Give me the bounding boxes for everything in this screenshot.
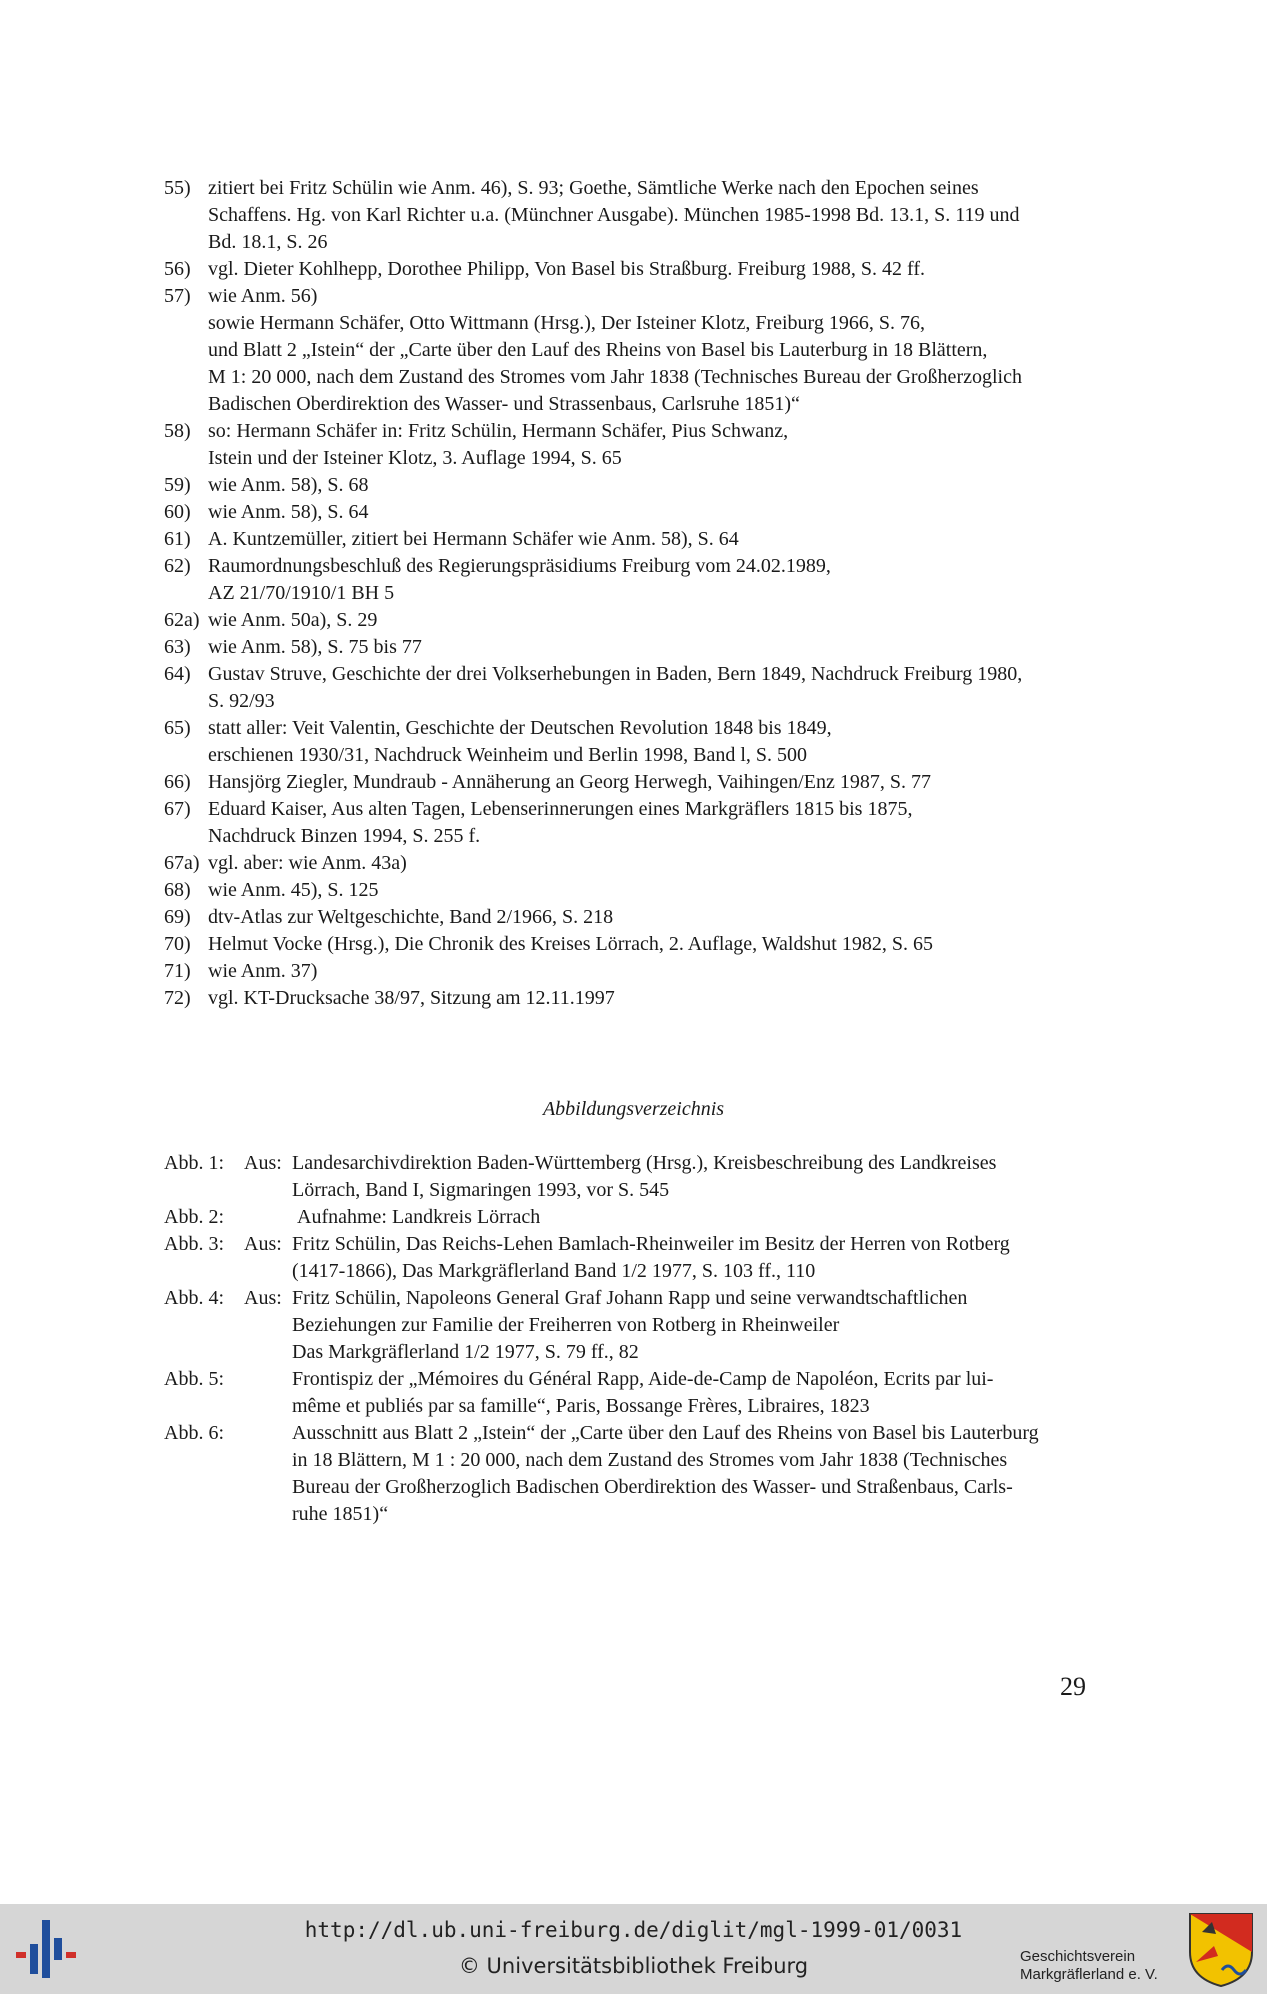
section-title: Abbildungsverzeichnis [542,1098,725,1120]
figure-source-prefix: Aus: [244,1233,282,1255]
endnote-item [164,553,1104,607]
endnote-text [208,958,1104,985]
endnote-line: Eduard Kaiser, Aus alten Tagen, Lebenserinnerungen eines Markgräflers 1815 bis 1875, [208,798,913,820]
endnote-line: wie Anm. 37) [208,960,318,982]
endnote-line: wie Anm. 58), S. 75 bis 77 [208,636,422,658]
figure-caption-line: Beziehungen zur Familie der Freiherren von Rotberg in Rheinweiler [292,1314,840,1336]
endnote-text [208,850,1104,877]
endnote-line: Hansjörg Ziegler, Mundraub - Annäherung an Georg Herwegh, Vaihingen/Enz 1987, S. 77 [208,771,931,793]
endnote-item [164,715,1104,769]
endnote-item [164,904,1104,931]
figure-list [164,1150,1104,1528]
endnote-text [208,418,1104,472]
endnote-number: 62) [164,555,191,577]
endnote-item [164,175,1104,256]
figure-caption-line: Lörrach, Band I, Sigmaringen 1993, vor S. 545 [292,1179,670,1201]
endnote-number: 66) [164,771,191,793]
endnote-line: dtv-Atlas zur Weltgeschichte, Band 2/1966, S. 218 [208,906,614,928]
endnote-number: 71) [164,960,191,982]
figure-caption [292,1204,1104,1231]
figure-caption-line: Landesarchivdirektion Baden-Württemberg (Hrsg.), Kreisbeschreibung des Landkreises [292,1152,997,1174]
figure-caption-line: Ausschnitt aus Blatt 2 „Istein“ der „Carte über den Lauf des Rheins von Basel bis Lauterburg [292,1422,1039,1444]
endnote-number: 62a) [164,609,200,631]
figure-caption-line: Fritz Schülin, Napoleons General Graf Johann Rapp und seine verwandtschaftlichen [292,1287,968,1309]
figure-caption-line: (1417-1866), Das Markgräflerland Band 1/2 1977, S. 103 ff., 110 [292,1260,816,1282]
figure-source-prefix: Aus: [244,1287,282,1309]
endnote-line: Bd. 18.1, S. 26 [208,231,328,253]
figure-caption-line: in 18 Blättern, M 1 : 20 000, nach dem Zustand des Stromes vom Jahr 1838 (Technisches [292,1449,1008,1471]
endnote-line: statt aller: Veit Valentin, Geschichte der Deutschen Revolution 1848 bis 1849, [208,717,832,739]
endnote-item [164,850,1104,877]
footer-copyright: © Universitätsbibliothek Freiburg [458,1954,809,1978]
figure-item [164,1204,1104,1231]
figure-label: Abb. 5: [164,1368,224,1390]
endnote-line: zitiert bei Fritz Schülin wie Anm. 46), S. 93; Goethe, Sämtliche Werke nach den Epochen seines [208,177,979,199]
footer-url-link[interactable]: http://dl.ub.uni-freiburg.de/diglit/mgl-1999-01/0031 [304,1918,963,1942]
figure-caption-line: Frontispiz der „Mémoires du Général Rapp, Aide-de-Camp de Napoléon, Ecrits par lui- [292,1368,994,1390]
endnote-item [164,526,1104,553]
figure-caption-line: même et publiés par sa famille“, Paris, Bossange Frères, Libraires, 1823 [292,1395,870,1417]
endnote-item [164,256,1104,283]
endnote-item [164,607,1104,634]
endnote-line: Badischen Oberdirektion des Wasser- und Strassenbaus, Carlsruhe 1851)“ [208,393,800,415]
figure-caption [292,1231,1104,1285]
endnote-text [208,904,1104,931]
endnote-text [208,499,1104,526]
endnote-text [208,526,1104,553]
figure-label: Abb. 2: [164,1206,224,1228]
page-number: 29 [1060,1672,1086,1701]
endnote-line: wie Anm. 45), S. 125 [208,879,379,901]
coat-of-arms-icon [1188,1912,1254,1988]
endnote-text [208,283,1104,418]
endnote-line: M 1: 20 000, nach dem Zustand des Stromes vom Jahr 1838 (Technisches Bureau der Großherzoglich [208,366,1022,388]
endnote-text [208,985,1104,1012]
endnote-line: Schaffens. Hg. von Karl Richter u.a. (Münchner Ausgabe). München 1985-1998 Bd. 13.1, S. 119 und [208,204,1020,226]
endnote-number: 64) [164,663,191,685]
endnote-number: 60) [164,501,191,523]
endnote-text [208,877,1104,904]
figure-item [164,1420,1104,1528]
figure-label: Abb. 4: [164,1287,224,1309]
endnote-line: sowie Hermann Schäfer, Otto Wittmann (Hrsg.), Der Isteiner Klotz, Freiburg 1966, S. 76, [208,312,925,334]
endnote-text [208,931,1104,958]
endnote-item [164,499,1104,526]
endnote-number: 63) [164,636,191,658]
endnote-text [208,472,1104,499]
figure-caption [292,1420,1104,1528]
endnote-text [208,715,1104,769]
endnote-number: 67a) [164,852,200,874]
endnote-item [164,661,1104,715]
society-name-line2: Markgräflerland e. V. [1020,1966,1158,1983]
endnote-line: wie Anm. 58), S. 64 [208,501,369,523]
society-name-line1: Geschichtsverein [1020,1948,1136,1965]
endnote-text [208,796,1104,850]
figure-source-prefix: Aus: [244,1152,282,1174]
endnote-line: wie Anm. 58), S. 68 [208,474,369,496]
endnote-line: S. 92/93 [208,690,275,712]
figure-label: Abb. 1: [164,1152,224,1174]
endnote-line: AZ 21/70/1910/1 BH 5 [208,582,395,604]
endnote-text [208,256,1104,283]
endnote-item [164,634,1104,661]
endnote-text [208,553,1104,607]
endnote-line: Nachdruck Binzen 1994, S. 255 f. [208,825,481,847]
endnote-text [208,607,1104,634]
endnote-number: 68) [164,879,191,901]
figure-caption [292,1285,1104,1366]
endnote-number: 59) [164,474,191,496]
endnote-item [164,418,1104,472]
figure-caption-line: ruhe 1851)“ [292,1503,389,1525]
figure-caption [292,1366,1104,1420]
figure-label: Abb. 3: [164,1233,224,1255]
endnote-item [164,985,1104,1012]
endnote-line: wie Anm. 56) [208,285,318,307]
endnote-line: Helmut Vocke (Hrsg.), Die Chronik des Kreises Lörrach, 2. Auflage, Waldshut 1982, S. 65 [208,933,933,955]
endnote-line: und Blatt 2 „Istein“ der „Carte über den Lauf des Rheins von Basel bis Lauterburg in 18 Blättern, [208,339,988,361]
endnote-text [208,634,1104,661]
endnote-item [164,796,1104,850]
endnote-number: 61) [164,528,191,550]
endnote-text [208,769,1104,796]
endnote-number: 67) [164,798,191,820]
figure-caption-line: Das Markgräflerland 1/2 1977, S. 79 ff., 82 [292,1341,639,1363]
endnote-text [208,175,1104,256]
endnote-item [164,931,1104,958]
endnote-line: vgl. aber: wie Anm. 43a) [208,852,407,874]
endnote-item [164,958,1104,985]
endnote-number: 56) [164,258,191,280]
endnote-line: wie Anm. 50a), S. 29 [208,609,378,631]
endnote-line: vgl. KT-Drucksache 38/97, Sitzung am 12.11.1997 [208,987,615,1009]
endnote-line: vgl. Dieter Kohlhepp, Dorothee Philipp, Von Basel bis Straßburg. Freiburg 1988, S. 42 ff. [208,258,926,280]
endnotes-list [164,175,1104,1012]
endnote-number: 69) [164,906,191,928]
endnote-item [164,769,1104,796]
figure-caption-line: Fritz Schülin, Das Reichs-Lehen Bamlach-Rheinweiler im Besitz der Herren von Rotberg [292,1233,1010,1255]
figure-item [164,1366,1104,1420]
endnote-line: Raumordnungsbeschluß des Regierungspräsidiums Freiburg vom 24.02.1989, [208,555,831,577]
society-name [1020,1948,1158,1984]
endnote-number: 55) [164,177,191,199]
figure-caption [292,1150,1104,1204]
endnote-line: so: Hermann Schäfer in: Fritz Schülin, Hermann Schäfer, Pius Schwanz, [208,420,789,442]
endnote-line: Istein und der Isteiner Klotz, 3. Auflage 1994, S. 65 [208,447,622,469]
endnote-text [208,661,1104,715]
figure-caption-line: Bureau der Großherzoglich Badischen Oberdirektion des Wasser- und Straßenbaus, Carls- [292,1476,1013,1498]
endnote-number: 70) [164,933,191,955]
endnote-item [164,283,1104,418]
figure-caption-line: Aufnahme: Landkreis Lörrach [292,1206,541,1228]
endnote-number: 72) [164,987,191,1009]
endnote-item [164,472,1104,499]
figure-item [164,1231,1104,1285]
endnote-line: erschienen 1930/31, Nachdruck Weinheim und Berlin 1998, Band l, S. 500 [208,744,808,766]
figure-item [164,1150,1104,1204]
endnote-line: A. Kuntzemüller, zitiert bei Hermann Schäfer wie Anm. 58), S. 64 [208,528,739,550]
figure-label: Abb. 6: [164,1422,224,1444]
endnote-number: 65) [164,717,191,739]
endnote-item [164,877,1104,904]
endnote-number: 58) [164,420,191,442]
figure-item [164,1285,1104,1366]
endnote-number: 57) [164,285,191,307]
endnote-line: Gustav Struve, Geschichte der drei Volkserhebungen in Baden, Bern 1849, Nachdruck Freiburg 1980, [208,663,1023,685]
